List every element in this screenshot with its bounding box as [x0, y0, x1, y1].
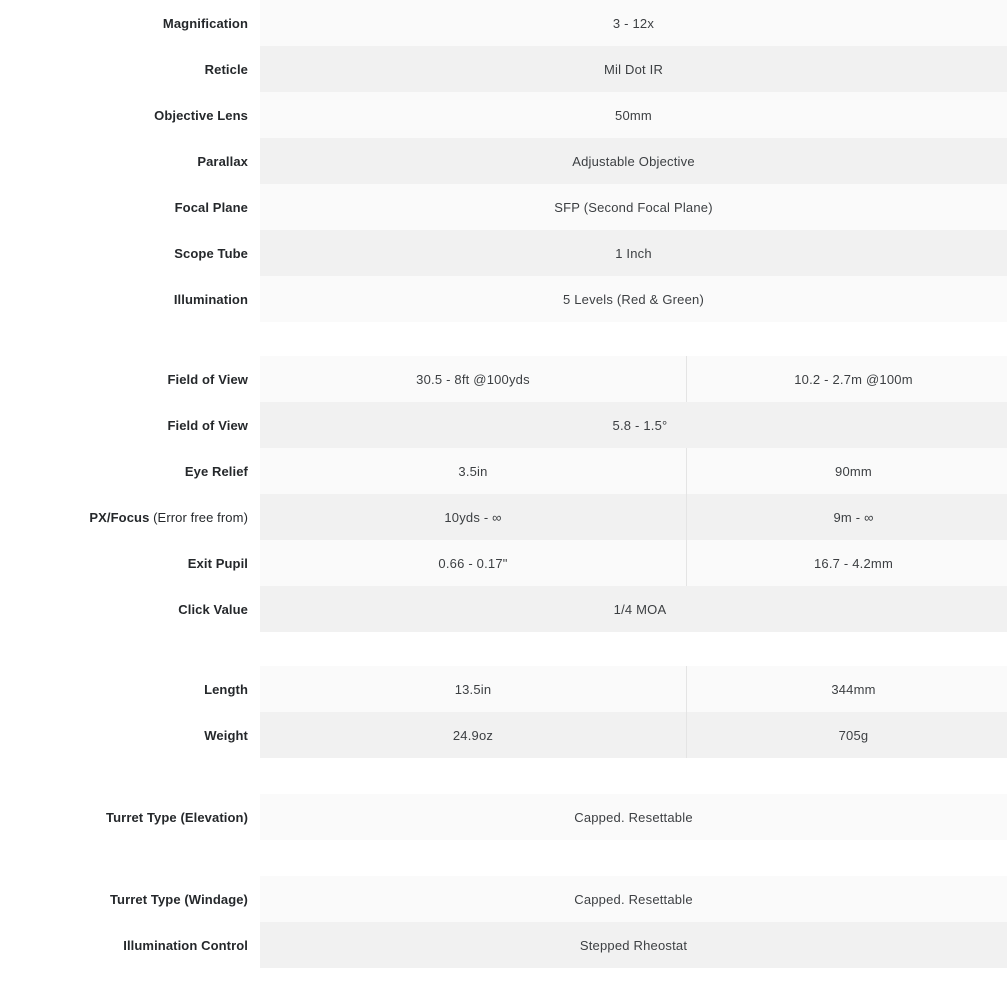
- spec-value: 5.8 - 1.5°: [260, 402, 1007, 448]
- table-row: [0, 876, 1007, 922]
- spec-label-text: Length: [204, 681, 248, 697]
- spec-label: [0, 922, 260, 968]
- spec-label: [0, 356, 260, 402]
- spec-label: [0, 666, 260, 712]
- table-row: [0, 356, 1007, 402]
- table-row: [0, 922, 1007, 968]
- table-row: [0, 0, 1007, 46]
- spec-value-metric: 10.2 - 2.7m @100m: [687, 356, 1007, 402]
- spec-value: Adjustable Objective: [260, 138, 1007, 184]
- block-separator: [0, 758, 1007, 794]
- spec-label: [0, 876, 260, 922]
- table-row: [0, 712, 1007, 758]
- table-row: [0, 230, 1007, 276]
- spec-label: [0, 540, 260, 586]
- spec-label: [0, 184, 260, 230]
- table-row: [0, 92, 1007, 138]
- table-row: [0, 402, 1007, 448]
- spec-value-imperial: 3.5in: [260, 448, 687, 494]
- spec-value-imperial: 0.66 - 0.17": [260, 540, 687, 586]
- spec-table-performance: [0, 356, 1007, 632]
- spec-label-text: Eye Relief: [184, 463, 248, 479]
- table-row: [0, 276, 1007, 322]
- spec-value: Mil Dot IR: [260, 46, 1007, 92]
- spec-label-text: Exit Pupil: [187, 555, 248, 571]
- spec-label-text: Turret Type (Windage): [109, 891, 248, 907]
- spec-label: [0, 794, 260, 840]
- spec-label: [0, 46, 260, 92]
- spec-value-imperial: 13.5in: [260, 666, 687, 712]
- table-row: [0, 540, 1007, 586]
- spec-value: Capped. Resettable: [260, 794, 1007, 840]
- spec-value-metric: 344mm: [687, 666, 1007, 712]
- spec-label-text: Turret Type (Elevation): [106, 809, 248, 825]
- spec-label-text: Click Value: [178, 601, 248, 617]
- spec-label: [0, 448, 260, 494]
- block-separator: [0, 840, 1007, 876]
- spec-value-metric: 90mm: [687, 448, 1007, 494]
- spec-label-text: Illumination Control: [123, 937, 248, 953]
- table-row: [0, 46, 1007, 92]
- spec-value-metric: 705g: [687, 712, 1007, 758]
- table-row: [0, 138, 1007, 184]
- spec-label-subtext: (Error free from): [153, 509, 248, 525]
- spec-label: [0, 712, 260, 758]
- spec-table-optics: [0, 0, 1007, 322]
- spec-label-text: Magnification: [162, 15, 248, 31]
- spec-label: [0, 402, 260, 448]
- spec-value: 50mm: [260, 92, 1007, 138]
- block-separator: [0, 322, 1007, 356]
- spec-value: 5 Levels (Red & Green): [260, 276, 1007, 322]
- spec-label-text: Scope Tube: [174, 245, 248, 261]
- spec-value-imperial: 30.5 - 8ft @100yds: [260, 356, 687, 402]
- table-row: [0, 184, 1007, 230]
- spec-label: [0, 276, 260, 322]
- spec-value-metric: 9m - ∞: [687, 494, 1007, 540]
- spec-value: 3 - 12x: [260, 0, 1007, 46]
- spec-label-text: Field of View: [167, 371, 248, 387]
- block-separator: [0, 632, 1007, 666]
- spec-label-text: Illumination: [173, 291, 248, 307]
- spec-label-text: Focal Plane: [174, 199, 248, 215]
- spec-label-text: Field of View: [167, 417, 248, 433]
- table-row: [0, 448, 1007, 494]
- spec-value: Capped. Resettable: [260, 876, 1007, 922]
- spec-value-imperial: 10yds - ∞: [260, 494, 687, 540]
- spec-label-text: Reticle: [204, 61, 248, 77]
- spec-value: 1 Inch: [260, 230, 1007, 276]
- spec-value-metric: 16.7 - 4.2mm: [687, 540, 1007, 586]
- table-row: [0, 494, 1007, 540]
- spec-value-imperial: 24.9oz: [260, 712, 687, 758]
- spec-table-dimensions: [0, 666, 1007, 758]
- spec-label: [0, 494, 260, 540]
- table-row: [0, 666, 1007, 712]
- table-row: [0, 794, 1007, 840]
- spec-label: [0, 0, 260, 46]
- spec-label-text: PX/Focus: [89, 509, 150, 525]
- spec-label: [0, 586, 260, 632]
- spec-label-text: Objective Lens: [154, 107, 248, 123]
- spec-label: [0, 92, 260, 138]
- spec-label: [0, 138, 260, 184]
- spec-value: 1/4 MOA: [260, 586, 1007, 632]
- spec-label-text: Weight: [204, 727, 248, 743]
- spec-table-turret-elevation: [0, 794, 1007, 840]
- spec-value: SFP (Second Focal Plane): [260, 184, 1007, 230]
- spec-table-turret-windage: [0, 876, 1007, 968]
- spec-label-text: Parallax: [197, 153, 248, 169]
- spec-value: Stepped Rheostat: [260, 922, 1007, 968]
- table-row: [0, 586, 1007, 632]
- spec-label: [0, 230, 260, 276]
